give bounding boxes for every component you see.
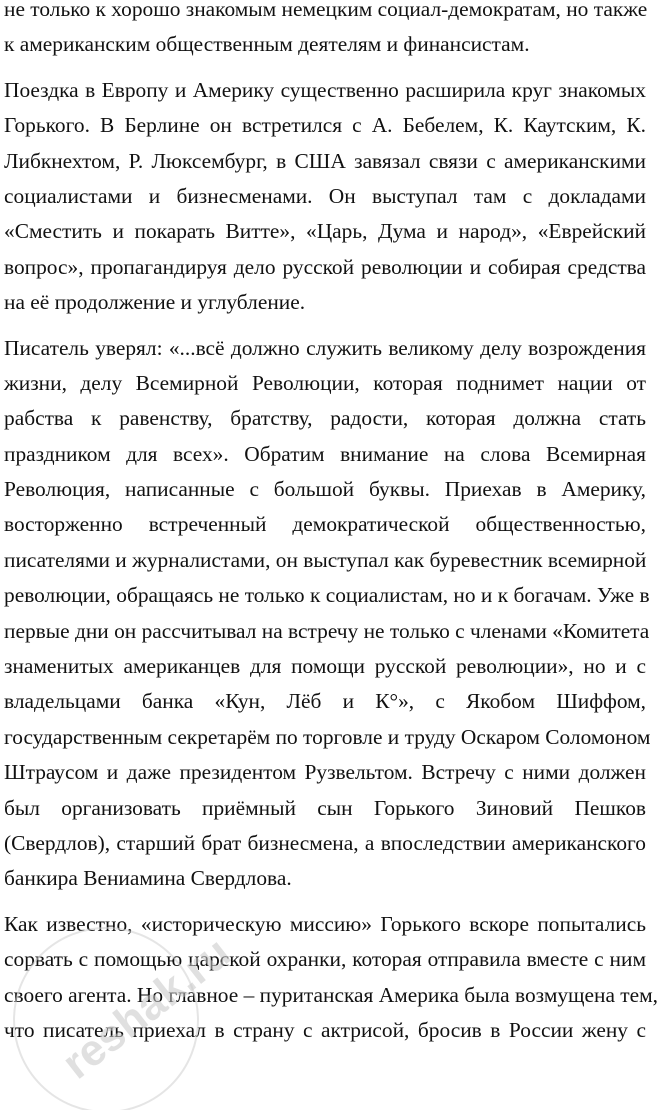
text-line: писателями и журналистами, он выступал как буревестник всемирной — [4, 547, 647, 572]
text-line: Штраусом и даже президентом Рузвельтом. Встречу с ними должен — [4, 760, 646, 785]
text-line: на её продолжение и углубление. — [4, 290, 306, 315]
text-line: вопрос», пропагандируя дело русской революции и собирая средства — [4, 254, 646, 279]
text-line: рабства к равенству, братству, радости, которая должна стать — [4, 406, 646, 431]
text-line: жизни, делу Всемирной Революции, которая поднимет нации от — [4, 370, 646, 395]
text-line: знаменитых американцев для помощи русской революции», но и с — [4, 654, 646, 679]
text-line: Горького. В Берлине он встретился с А. Бебелем, К. Каутским, К. — [4, 113, 646, 138]
text-line: (Свердлов), старший брат бизнесмена, а впоследствии американского — [4, 830, 646, 855]
text-line: Революция, написанные с большой буквы. Приехав в Америку, — [4, 477, 646, 502]
watermark-text: reshak.ru — [53, 927, 240, 1089]
text-line: к американским общественным деятелям и финансистам. — [4, 32, 530, 57]
text-line: восторженно встреченный демократической общественностью, — [4, 512, 646, 537]
text-line: банкира Вениамина Свердлова. — [4, 866, 292, 891]
text-line: Как известно, «историческую миссию» Горького вскоре попытались — [4, 911, 646, 936]
text-line: первые дни он рассчитывал на встречу не только с членами «Комитета — [4, 618, 650, 643]
text-line: сорвать с помощью царской охранки, которая отправила вместе с ним — [4, 947, 646, 972]
text-line: революции, обращаясь не только к социалистам, но и к богачам. Уже в — [4, 583, 650, 608]
paragraph-2 — [4, 73, 646, 321]
text-line: Писатель уверял: «...всё должно служить великому делу возрождения — [4, 335, 646, 360]
text-line: праздником для всех». Обратим внимание на слова Всемирная — [4, 441, 646, 466]
text-line: был организовать приёмный сын Горького Зиновий Пешков — [4, 795, 646, 820]
paragraph-3 — [4, 331, 651, 897]
text-line: «Сместить и покарать Витте», «Царь, Дума и народ», «Еврейский — [4, 219, 646, 244]
paragraph-1 — [4, 0, 646, 63]
text-line: что писатель приехал в страну с актрисой, бросив в России жену с — [4, 1017, 646, 1042]
text-line: социалистами и бизнесменами. Он выступал там с докладами — [4, 183, 646, 208]
text-line: своего агента. Но главное – пуританская Америка была возмущена тем, — [4, 982, 658, 1007]
text-line: государственным секретарём по торговле и труду Оскаром Соломоном — [4, 724, 651, 749]
text-line: не только к хорошо знакомым немецким социал-демократам, но также — [4, 0, 648, 21]
text-line: Поездка в Европу и Америку существенно расширила круг знакомых — [4, 77, 646, 102]
paragraph-4 — [4, 907, 658, 1049]
text-line: Либкнехтом, Р. Люксембург, в США завязал связи с американскими — [4, 148, 646, 173]
text-line: владельцами банка «Кун, Лёб и К°», с Якобом Шиффом, — [4, 689, 646, 714]
